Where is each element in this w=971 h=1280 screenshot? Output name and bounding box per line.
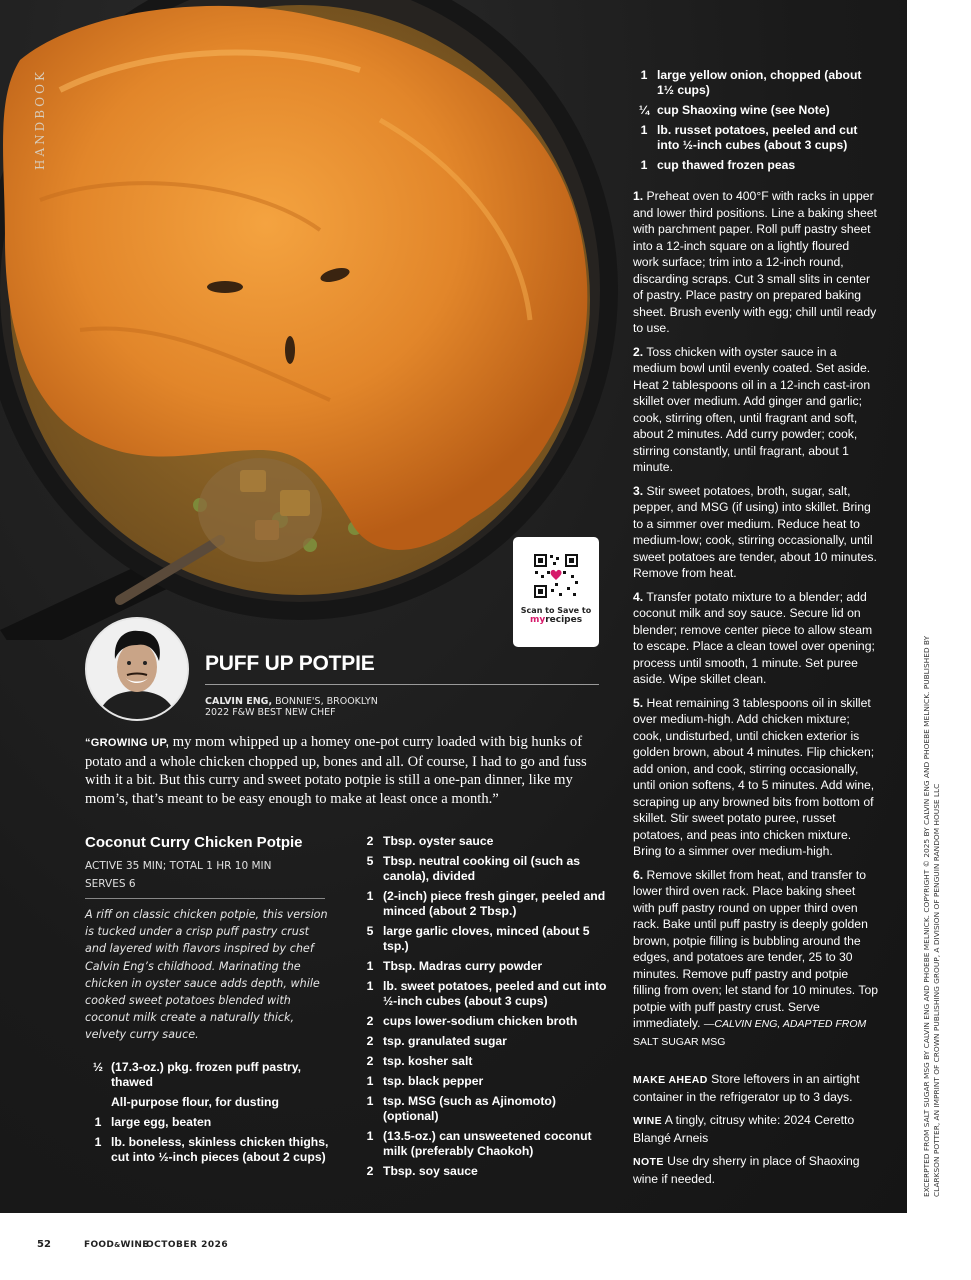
issue-date: OCTOBER 2026 — [146, 1240, 229, 1250]
note-text: Store leftovers in an airtight container in the refrigerator up to 3 days. — [633, 1072, 860, 1104]
ingredient-text: All-purpose flour, for dusting — [111, 1095, 279, 1109]
ingredient-item — [357, 1054, 607, 1069]
ingredient-item — [85, 1135, 330, 1165]
ingredient-quantity: ¼ — [638, 103, 650, 117]
page-title: PUFF UP POTPIE — [205, 652, 375, 675]
note-text: A tingly, citrusy white: 2024 Ceretto Blangé Arneis — [633, 1113, 855, 1145]
divider — [85, 898, 325, 899]
ingredient-item — [357, 979, 607, 1009]
ingredient-text: large garlic cloves, minced (about 5 tsp.) — [383, 924, 590, 953]
step-number: 3. — [633, 483, 644, 498]
chef-quote: “GROWING UP, my mom whipped up a homey one-pot curry loaded with big hunks of potato and a whole chicken chopped up, bones and all. Of course, I had to go and fuss with it a bit. But this curry and sweet potato potpie is still a one-pan dinner, like my mom’s, that’s meant to be easy enough to make at least once a month.” — [85, 734, 587, 807]
ingredient-item — [357, 889, 607, 919]
ingredient-text: lb. sweet potatoes, peeled and cut into ½-inch cubes (about 3 cups) — [383, 979, 607, 1008]
ingredient-quantity: 5 — [366, 854, 374, 868]
ingredient-item — [631, 123, 876, 153]
ingredient-text: cup Shaoxing wine (see Note) — [657, 103, 830, 117]
ingredient-text: Tbsp. oyster sauce — [383, 834, 494, 848]
ingredient-text: tsp. black pepper — [383, 1074, 484, 1088]
ingredient-quantity: 1 — [94, 1135, 102, 1149]
ingredient-quantity: 1 — [94, 1115, 102, 1129]
step-text: Transfer potato mixture to a blender; add coconut milk and soy sauce. Secure lid on blender; remove center piece to allow steam to escape. Place a clean towel over opening; process until smooth, 1 minute. Set puree aside. Wipe skillet clean. — [633, 589, 875, 686]
ingredient-quantity: 2 — [366, 1014, 374, 1028]
direction-step — [633, 483, 878, 582]
direction-step — [633, 344, 878, 476]
ingredient-item — [357, 959, 607, 974]
ingredient-text: (2-inch) piece fresh ginger, peeled and minced (about 2 Tbsp.) — [383, 889, 606, 918]
section-label: HANDBOOK — [33, 69, 47, 170]
direction-step — [633, 589, 878, 688]
ingredient-item — [357, 834, 607, 849]
ingredient-quantity: 1 — [640, 123, 648, 137]
recipe-note — [633, 1112, 878, 1146]
ingredient-item — [357, 1129, 607, 1159]
ingredient-item — [357, 1074, 607, 1089]
note-label: WINE — [633, 1115, 663, 1127]
recipe-note — [633, 1153, 878, 1187]
copyright-credit: EXCERPTED FROM SALT SUGAR MSG BY CALVIN ENG AND PHOEBE MELNICK. COPYRIGHT © 2025 BY CALVIN ENG AND PHOEBE MELNICK. PUBLISHED BY CLARKSON POTTER, AN IMPRINT OF CROWN PUBLISHING GROUP, A DIVISION OF PENGUIN RANDOM HOUSE LLC — [922, 635, 941, 1197]
step-number: 6. — [633, 867, 644, 882]
ingredient-item — [85, 1060, 330, 1090]
ingredient-quantity — [85, 1095, 111, 1110]
ingredient-list-1 — [85, 1060, 330, 1170]
note-text: Use dry sherry in place of Shaoxing wine if needed. — [633, 1154, 860, 1186]
direction-step — [633, 867, 878, 1051]
magazine-name: FOOD&WINE — [84, 1240, 149, 1250]
ingredient-text: Tbsp. Madras curry powder — [383, 959, 543, 973]
ingredient-quantity: 2 — [366, 1164, 374, 1178]
ingredient-text: tsp. MSG (such as Ajinomoto) (optional) — [383, 1094, 556, 1123]
directions — [633, 188, 878, 1057]
step-text: Stir sweet potatoes, broth, sugar, salt, pepper, and MSG (if using) into skillet. Bring to a simmer over medium. Reduce heat to medium-low; cook, stirring occasionally, until sweet potatoes are tender, about 10 minutes. Remove from heat. — [633, 483, 877, 580]
ingredient-quantity: 5 — [366, 924, 374, 938]
ingredient-quantity: ½ — [92, 1060, 104, 1074]
ingredient-list-2 — [357, 834, 607, 1184]
step-text: Preheat oven to 400°F with racks in upper and lower third positions. Line a baking sheet with parchment paper. Roll puff pastry sheet into a 12-inch square on a lightly floured work surface; trim into a 12-inch round, discarding scraps. Cut 3 small slits in center of pastry. Place pastry on prepared baking sheet. Brush evenly with egg; chill until ready to use. — [633, 189, 877, 335]
ingredient-text: lb. russet potatoes, peeled and cut into ½-inch cubes (about 3 cups) — [657, 123, 858, 152]
ingredient-item — [357, 1034, 607, 1049]
ingredient-item — [357, 854, 607, 884]
ingredient-quantity: 1 — [366, 1094, 374, 1108]
ingredient-text: large yellow onion, chopped (about 1½ cups) — [657, 68, 862, 97]
note-label: NOTE — [633, 1156, 664, 1168]
step-text: Remove skillet from heat, and transfer to lower third oven rack. Place baking sheet with puff pastry round on upper third oven rack. Bake until puff pastry is deeply golden brown, potpie filling is bubbling around the edges, and potatoes are tender, 25 to 30 minutes. Remove puff pastry and potpie filling from oven; let stand for 10 minutes. Top potpie with puff pastry crust. Serve immediately. — [633, 867, 879, 1030]
ingredient-quantity: 1 — [366, 1074, 374, 1088]
ingredient-quantity: 1 — [366, 979, 374, 993]
direction-step — [633, 188, 878, 337]
ingredient-text: Tbsp. soy sauce — [383, 1164, 478, 1178]
ingredient-text: large egg, beaten — [111, 1115, 212, 1129]
page-number: 52 — [37, 1239, 51, 1250]
ingredient-quantity: 2 — [366, 1054, 374, 1068]
ingredient-quantity: 2 — [366, 1034, 374, 1048]
divider — [205, 684, 599, 685]
ingredient-text: (13.5-oz.) can unsweetened coconut milk (preferably Chaokoh) — [383, 1129, 592, 1158]
step-text: Heat remaining 3 tablespoons oil in skillet over medium-high. Add chicken mixture; cook, undisturbed, until chicken exterior is golden brown, about 4 minutes. Flip chicken; add onion, and cook, stirring occasionally, until onion softens, 4 to 5 minutes. Add wine, scraping up any browned bits from bottom of skillet. Stir sweet potato puree, russet potatoes, and peas into chicken mixture. Bring to a simmer over medium-high. — [633, 695, 875, 858]
ingredient-quantity: 1 — [366, 1129, 374, 1143]
step-number: 2. — [633, 344, 644, 359]
recipe-note — [633, 1071, 878, 1105]
recipe-credit: —CALVIN ENG, ADAPTED FROM SALT SUGAR MSG — [633, 1018, 867, 1048]
byline: CALVIN ENG, BONNIE'S, BROOKLYN 2022 F&W BEST NEW CHEF — [205, 696, 378, 718]
step-number: 1. — [633, 189, 644, 203]
recipe-meta: ACTIVE 35 MIN; TOTAL 1 HR 10 MIN SERVES 6 — [85, 860, 272, 890]
recipe-notes — [633, 1071, 878, 1194]
note-label: MAKE AHEAD — [633, 1074, 708, 1086]
ingredient-text: tsp. granulated sugar — [383, 1034, 507, 1048]
step-number: 4. — [633, 589, 644, 604]
ingredient-item — [631, 68, 876, 98]
ingredient-quantity: 1 — [366, 959, 374, 973]
ingredient-text: cups lower-sodium chicken broth — [383, 1014, 578, 1028]
ingredient-text: cup thawed frozen peas — [657, 158, 796, 172]
direction-step — [633, 695, 878, 860]
qr-code-icon — [533, 553, 579, 599]
chef-avatar — [85, 617, 189, 721]
recipe-intro: A riff on classic chicken potpie, this version is tucked under a crisp puff pastry crust and layered with flavors inspired by chef Calvin Eng’s childhood. Marinating the chicken in oyster sauce adds depth, while cooked sweet potatoes blended with coconut milk create a naturally thick, velvety curry sauce. — [85, 908, 328, 1042]
step-number: 5. — [633, 695, 644, 710]
ingredient-item — [85, 1095, 330, 1110]
step-text: Toss chicken with oyster sauce in a medium bowl until evenly coated. Set aside. Heat 2 tablespoons oil in a 12-inch cast-iron skillet over medium. Add ginger and garlic; cook, stirring often, until fragrant and soft, about 2 minutes. Add curry powder; cook, stirring constantly, until fragrant, about 1 minute. — [633, 344, 871, 474]
ingredient-text: (17.3-oz.) pkg. frozen puff pastry, thawed — [111, 1060, 302, 1089]
ingredient-item — [357, 1164, 607, 1179]
ingredient-quantity: 1 — [640, 68, 648, 82]
ingredient-item — [631, 103, 876, 118]
ingredient-list-3 — [631, 68, 876, 178]
ingredient-text: tsp. kosher salt — [383, 1054, 473, 1068]
qr-save-card[interactable] — [513, 537, 599, 647]
qr-brand: myrecipes — [529, 615, 583, 625]
qr-scan-text: Scan to Save to — [520, 606, 592, 615]
ingredient-quantity: 2 — [366, 834, 374, 848]
ingredient-item — [357, 1094, 607, 1124]
ingredient-text: lb. boneless, skinless chicken thighs, cut into ½-inch pieces (about 2 cups) — [111, 1135, 329, 1164]
ingredient-item — [357, 924, 607, 954]
ingredient-item — [85, 1115, 330, 1130]
ingredient-quantity: 1 — [640, 158, 648, 172]
ingredient-item — [631, 158, 876, 173]
ingredient-quantity: 1 — [366, 889, 374, 903]
ingredient-text: Tbsp. neutral cooking oil (such as canola), divided — [383, 854, 581, 883]
ingredient-item — [357, 1014, 607, 1029]
chef-portrait — [87, 619, 187, 719]
recipe-title: Coconut Curry Chicken Potpie — [85, 834, 303, 851]
